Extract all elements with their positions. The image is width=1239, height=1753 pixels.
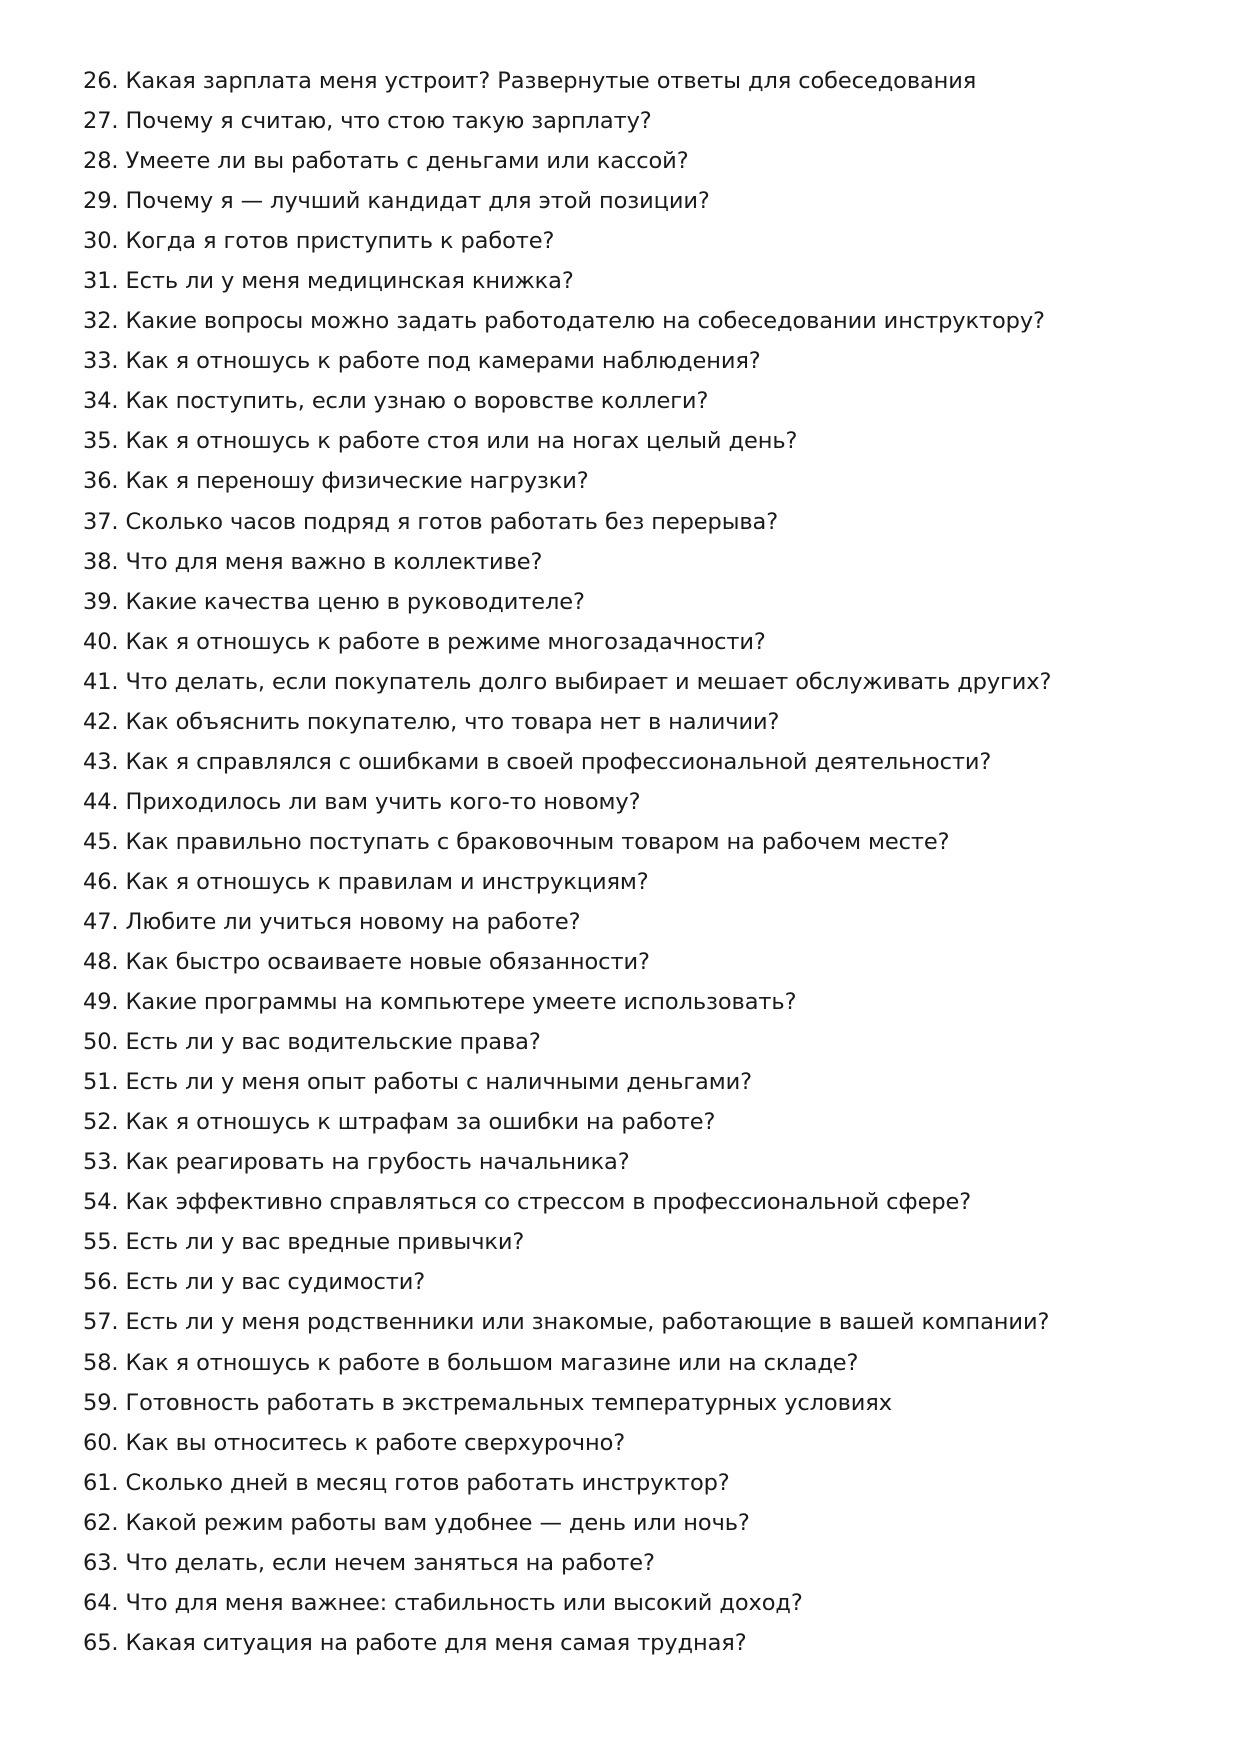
list-item: 50. Есть ли у вас водительские права?: [83, 1029, 541, 1056]
list-item: 46. Как я отношусь к правилам и инструкциям?: [83, 868, 649, 895]
list-item: 27. Почему я считаю, что стою такую зарплату?: [83, 108, 652, 135]
list-item: 26. Какая зарплата меня устроит? Развернутые ответы для собеседования: [83, 68, 977, 94]
list-item: 44. Приходилось ли вам учить кого-то новому?: [83, 788, 641, 815]
list-item: 54. Как эффективно справляться со стрессом в профессиональной сфере?: [83, 1189, 972, 1216]
list-item: 62. Какой режим работы вам удобнее — день или ночь?: [83, 1509, 750, 1536]
list-item: 53. Как реагировать на грубость начальника?: [83, 1149, 630, 1176]
list-item: 65. Какая ситуация на работе для меня самая трудная?: [83, 1629, 747, 1656]
list-item: 47. Любите ли учиться новому на работе?: [83, 908, 581, 935]
list-item: 52. Как я отношусь к штрафам за ошибки на работе?: [83, 1109, 716, 1136]
list-item: 36. Как я переношу физические нагрузки?: [83, 468, 589, 495]
list-item: 30. Когда я готов приступить к работе?: [83, 228, 555, 255]
list-item: 63. Что делать, если нечем заняться на работе?: [83, 1549, 655, 1576]
list-item: 49. Какие программы на компьютере умеете использовать?: [83, 989, 797, 1016]
list-item: 40. Как я отношусь к работе в режиме многозадачности?: [83, 628, 766, 655]
list-item: 29. Почему я — лучший кандидат для этой позиции?: [83, 188, 710, 215]
list-item: 56. Есть ли у вас судимости?: [83, 1269, 426, 1296]
list-item: 64. Что для меня важнее: стабильность или высокий доход?: [83, 1589, 803, 1616]
list-item: 35. Как я отношусь к работе стоя или на ногах целый день?: [83, 428, 798, 455]
list-item: 55. Есть ли у вас вредные привычки?: [83, 1229, 525, 1256]
list-item: 45. Как правильно поступать с браковочным товаром на рабочем месте?: [83, 828, 950, 855]
list-item: 31. Есть ли у меня медицинская книжка?: [83, 268, 574, 295]
list-item: 41. Что делать, если покупатель долго выбирает и мешает обслуживать других?: [83, 668, 1052, 695]
list-item: 57. Есть ли у меня родственники или знакомые, работающие в вашей компании?: [83, 1309, 1050, 1336]
list-item: 48. Как быстро осваиваете новые обязанности?: [83, 949, 650, 976]
list-item: 42. Как объяснить покупателю, что товара нет в наличии?: [83, 708, 780, 735]
list-item: 61. Сколько дней в месяц готов работать инструктор?: [83, 1469, 730, 1496]
list-item: 38. Что для меня важно в коллективе?: [83, 548, 543, 575]
question-list: [83, 61, 1183, 1663]
list-item: 59. Готовность работать в экстремальных температурных условиях: [83, 1389, 892, 1416]
list-item: 32. Какие вопросы можно задать работодателю на собеседовании инструктору?: [83, 308, 1045, 335]
list-item: 60. Как вы относитесь к работе сверхурочно?: [83, 1429, 626, 1456]
list-item: 34. Как поступить, если узнаю о воровстве коллеги?: [83, 388, 709, 415]
list-item: 33. Как я отношусь к работе под камерами наблюдения?: [83, 348, 761, 375]
list-item: 51. Есть ли у меня опыт работы с наличными деньгами?: [83, 1069, 752, 1096]
list-item: 28. Умеете ли вы работать с деньгами или кассой?: [83, 148, 689, 175]
list-item: 58. Как я отношусь к работе в большом магазине или на складе?: [83, 1349, 859, 1376]
list-item: 43. Как я справлялся с ошибками в своей профессиональной деятельности?: [83, 748, 992, 775]
list-item: 39. Какие качества ценю в руководителе?: [83, 588, 585, 615]
list-item: 37. Сколько часов подряд я готов работать без перерыва?: [83, 508, 779, 535]
